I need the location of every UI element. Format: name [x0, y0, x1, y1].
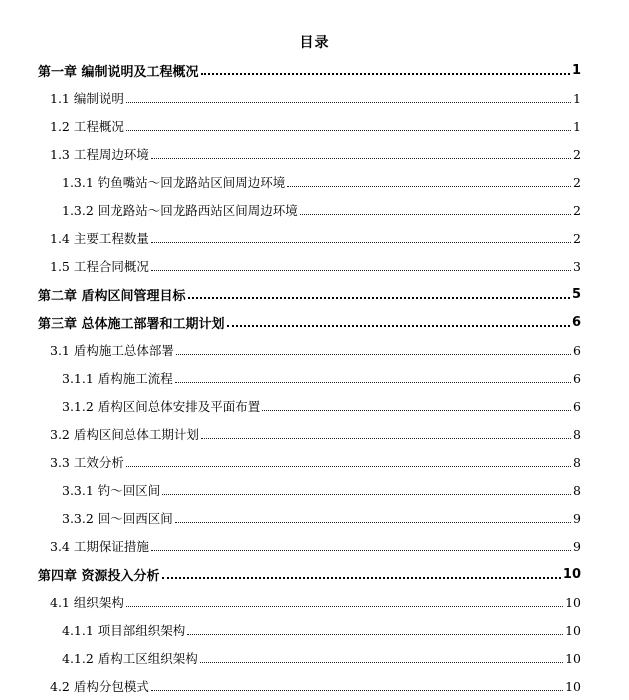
toc-page-number: 10: [565, 622, 581, 638]
toc-entry-text: 1.3 工程周边环境: [50, 147, 149, 162]
toc-entry-text: 4.2 盾构分包模式: [50, 679, 149, 694]
toc-entry-text: 1.5 工程合同概况: [50, 259, 149, 274]
toc-list: [0, 56, 629, 700]
toc-entry-text: 1.3.2 回龙路站～回龙路西站区间周边环境: [62, 203, 298, 218]
toc-dot-leader: [262, 409, 571, 411]
toc-entry-text: 第一章 编制说明及工程概况: [38, 64, 199, 80]
toc-page-number: 8: [573, 482, 581, 498]
toc-dot-leader: [200, 661, 563, 663]
toc-page-number: 1: [573, 90, 581, 106]
toc-page-number: 6: [573, 370, 581, 386]
toc-entry-text: 1.2 工程概况: [50, 119, 124, 134]
toc-page-number: 1: [571, 62, 581, 78]
toc-entry[interactable]: [0, 672, 629, 700]
toc-dot-leader: [227, 324, 570, 327]
toc-entry-text: 3.1.2 盾构区间总体安排及平面布置: [62, 399, 261, 414]
toc-entry[interactable]: [0, 560, 629, 588]
toc-entry-text: 第三章 总体施工部署和工期计划: [38, 316, 225, 332]
toc-dot-leader: [188, 296, 570, 299]
toc-page-number: 2: [573, 230, 581, 246]
toc-dot-leader: [126, 101, 571, 103]
toc-entry-text: 3.3.1 钓～回区间: [62, 483, 161, 498]
toc-dot-leader: [126, 129, 571, 131]
toc-entry-text: 3.1 盾构施工总体部署: [50, 343, 174, 358]
toc-page-number: 10: [562, 566, 581, 582]
toc-dot-leader: [162, 493, 571, 495]
toc-entry[interactable]: [0, 588, 629, 616]
toc-entry-text: 1.1 编制说明: [50, 91, 124, 106]
toc-dot-leader: [151, 689, 563, 691]
toc-entry[interactable]: [0, 448, 629, 476]
toc-dot-leader: [151, 157, 571, 159]
toc-page-number: 10: [565, 678, 581, 694]
toc-entry[interactable]: [0, 392, 629, 420]
toc-entry[interactable]: [0, 84, 629, 112]
toc-entry-text: 1.3.1 钓鱼嘴站～回龙路站区间周边环境: [62, 175, 286, 190]
toc-entry[interactable]: [0, 112, 629, 140]
toc-page-number: 9: [573, 510, 581, 526]
toc-page-number: 9: [573, 538, 581, 554]
toc-page-number: 6: [571, 314, 581, 330]
toc-entry-text: 3.2 盾构区间总体工期计划: [50, 427, 199, 442]
toc-dot-leader: [201, 72, 570, 75]
toc-entry[interactable]: [0, 504, 629, 532]
toc-page-number: 8: [573, 426, 581, 442]
toc-title: 目录: [299, 35, 330, 51]
toc-dot-leader: [126, 465, 571, 467]
toc-entry[interactable]: [0, 420, 629, 448]
toc-page-number: 2: [573, 202, 581, 218]
toc-entry[interactable]: [0, 56, 629, 84]
toc-entry[interactable]: [0, 280, 629, 308]
toc-page-number: 1: [573, 118, 581, 134]
toc-page-number: 10: [565, 650, 581, 666]
toc-dot-leader: [287, 185, 571, 187]
toc-entry[interactable]: [0, 336, 629, 364]
toc-page-number: 3: [573, 258, 581, 274]
toc-page-number: 6: [573, 342, 581, 358]
toc-entry-text: 3.3.2 回～回西区间: [62, 511, 173, 526]
toc-page-number: 2: [573, 174, 581, 190]
toc-page-number: 8: [573, 454, 581, 470]
toc-entry[interactable]: [0, 140, 629, 168]
toc-entry[interactable]: [0, 168, 629, 196]
toc-entry-text: 3.3 工效分析: [50, 455, 124, 470]
toc-page-number: 5: [571, 286, 581, 302]
toc-dot-leader: [151, 269, 571, 271]
toc-entry-text: 4.1.2 盾构工区组织架构: [62, 651, 198, 666]
toc-entry[interactable]: [0, 644, 629, 672]
toc-entry-text: 4.1.1 项目部组织架构: [62, 623, 186, 638]
toc-dot-leader: [162, 576, 561, 579]
toc-entry[interactable]: [0, 532, 629, 560]
toc-dot-leader: [151, 549, 571, 551]
toc-entry[interactable]: [0, 476, 629, 504]
toc-entry[interactable]: [0, 252, 629, 280]
toc-entry-text: 4.1 组织架构: [50, 595, 124, 610]
toc-dot-leader: [151, 241, 571, 243]
toc-dot-leader: [187, 633, 563, 635]
toc-entry[interactable]: [0, 196, 629, 224]
toc-entry-text: 1.4 主要工程数量: [50, 231, 149, 246]
toc-dot-leader: [176, 353, 571, 355]
toc-entry[interactable]: [0, 224, 629, 252]
toc-entry-text: 第四章 资源投入分析: [38, 568, 160, 584]
toc-page-number: 6: [573, 398, 581, 414]
toc-entry[interactable]: [0, 364, 629, 392]
toc-dot-leader: [126, 605, 563, 607]
toc-entry-text: 第二章 盾构区间管理目标: [38, 288, 186, 304]
toc-dot-leader: [201, 437, 571, 439]
toc-dot-leader: [175, 381, 571, 383]
toc-entry[interactable]: [0, 308, 629, 336]
toc-entry-text: 3.1.1 盾构施工流程: [62, 371, 173, 386]
toc-dot-leader: [175, 521, 571, 523]
toc-page-number: 10: [565, 594, 581, 610]
toc-page-number: 2: [573, 146, 581, 162]
toc-entry[interactable]: [0, 616, 629, 644]
toc-entry-text: 3.4 工期保证措施: [50, 539, 149, 554]
toc-dot-leader: [300, 213, 571, 215]
